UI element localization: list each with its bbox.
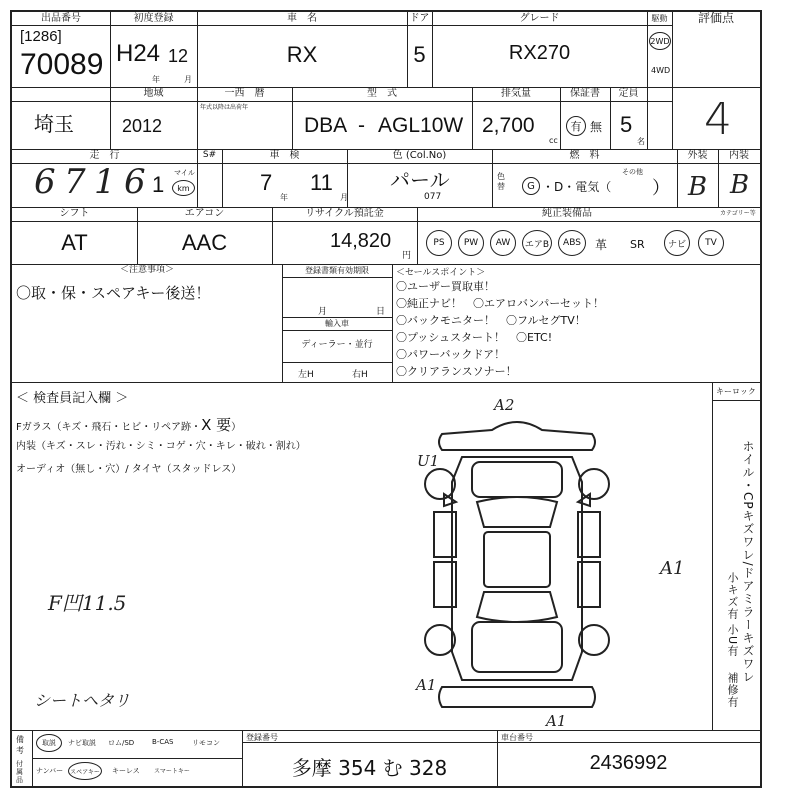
reg-day-unit: 日 [376,307,386,317]
equip-leather: 革 [595,238,608,252]
capacity-unit: 名 [637,137,645,146]
insp-month-unit: 月 [340,193,348,202]
lot-code: [1286] [20,28,62,45]
model-prefix: DBA [304,114,348,137]
equip-navi: ナビ [664,230,690,256]
hand-note-seat: シートヘタリ [34,691,131,710]
reg-validity-label: 登録書類有効期限 [305,266,369,275]
recycle-amount: 14,820 [330,230,392,252]
fuel-close: ） [652,178,670,199]
car-name-label: 車 名 [287,13,317,24]
drive-4wd: 4WD [651,66,671,75]
footer-vertical-1: 備考 [16,735,24,755]
mark-top: A2 [494,396,515,414]
acc-spare-key: スペアキー [68,762,102,780]
mark-rear-left: A1 [416,676,437,694]
color-label: 色 (Col.No) [392,150,447,161]
exterior-label: 外装 [687,150,708,161]
hand-left: 左H [298,370,314,380]
sales-point: 〇ユーザー買取車！ [396,280,495,293]
keylock-col3: 小U有 [726,624,739,658]
shift-label: シフト [59,208,90,219]
plate-label: 登録番号 [246,733,278,742]
region-label: 地域 [143,88,164,99]
hand-note-dent: F凹11.5 [48,591,127,615]
sales-points [396,278,604,380]
divider [12,25,672,26]
import-label: 輸入車 [325,319,349,328]
sales-point: 〇プッシュスタート！ 〇ETC! [396,331,553,344]
mileage-digit: 6 [34,162,56,202]
audio-line: オーディオ（無し・穴）/ タイヤ（スタッドレス） [16,464,242,475]
mileage-digit: 7 [64,162,86,202]
aircon-label: エアコン [184,208,225,219]
equip-tv: TV [698,230,724,256]
lot-number: 70089 [20,48,104,81]
fuel-other: その他 [622,168,643,176]
equip-abs: ABS [558,230,586,256]
sales-label: ＜セールスポイント＞ [396,268,486,278]
glass-mark: X 要 [201,416,232,434]
keylock-col2: 小キズ有 [726,572,739,620]
plate-number: 多摩 354 む 328 [291,756,448,780]
keylock-label: キーロック [716,387,756,396]
hand-right: 右H [352,370,368,380]
category-label: カテゴリー等 [720,210,756,217]
model-year: 2012 [122,116,163,136]
warranty-yes: 有 [566,116,586,136]
acc-manual: 取説 [36,734,62,752]
insp-year: 7 [260,170,273,195]
year-sub-label: 年式以降は出荷年 [200,104,249,111]
car-diagram [422,402,612,727]
year-label: 一西 暦 [224,88,265,99]
divider [12,221,760,222]
footer-vertical-2: 付属品 [16,760,23,784]
fuel-label: 燃 料 [569,150,600,161]
sales-point: 〇クリアランスソナー！ [396,365,517,378]
car-name: RX [286,42,318,67]
year-unit: 年 [152,75,160,84]
interior-grade: B [730,170,750,200]
sales-point: 〇バックモニター！ 〇フルセグTV！ [396,314,586,327]
mark-bottom: A1 [546,712,567,730]
lot-label: 出品番号 [41,13,81,24]
equip-ps: PS [426,230,452,256]
chassis-label: 車台番号 [501,733,533,742]
equip-pw: PW [458,230,484,256]
aircon: AAC [181,230,228,255]
first-reg-label: 初度登録 [133,13,174,24]
capacity: 5 [620,112,633,137]
glass-text: Fガラス（キズ・飛石・ヒビ・リペア跡・ [16,422,202,433]
fuel-gasoline: G [522,177,540,195]
equip-aw: AW [490,230,516,256]
mileage-digit: 1 [94,162,116,202]
equip-airbag: エアB [522,230,552,256]
reg-month-unit: 月 [318,307,328,317]
keylock-col1: ホイル・CPキズワレ/ドアミラーキズワレ [741,440,755,684]
mileage-km: km [172,180,195,196]
keylock-col4: 補修有 [726,672,739,708]
displacement-label: 排気量 [501,88,531,99]
glass-line [16,414,241,435]
interior-line: 内装（キズ・スレ・汚れ・シミ・コゲ・穴・キレ・破れ・割れ） [16,441,306,452]
inspection-label: 車 検 [269,150,300,161]
divider [12,382,760,383]
recycle-label: リサイクル預託金 [305,208,384,219]
sales-point: 〇パワーバックドア！ [396,348,506,361]
divider [12,730,760,731]
auction-sheet [10,10,762,788]
acc-bcas: B-CAS [152,738,174,746]
interior-label: 内装 [729,150,749,161]
door-count: 5 [413,42,426,67]
mark-right: A1 [660,558,685,579]
mark-front-left: U1 [417,452,440,470]
capacity-label: 定員 [618,88,639,99]
displacement: 2,700 [482,114,535,137]
equip-sr: SR [630,238,645,251]
warranty-label: 保証書 [570,88,600,99]
region: 埼玉 [34,112,74,136]
mileage-label: 走 行 [89,150,120,161]
score-label: 評価点 [697,11,734,25]
drive-label: 駆動 [651,14,668,23]
chassis-number: 2436992 [589,752,668,774]
glass-close: ） [231,422,242,433]
grade: RX270 [508,42,571,64]
sflag-label: S# [202,150,217,160]
grade-label: グレード [519,13,560,24]
color-code: 077 [424,192,442,202]
insp-year-unit: 年 [280,193,288,202]
drive-2wd: 2WD [649,32,671,50]
divider [12,101,672,102]
sales-point: 〇純正ナビ！ 〇エアロバンパーセット！ [396,297,605,310]
color-change-label: 色替 [497,172,505,191]
month-unit: 月 [184,75,192,84]
acc-smart-key: スマートキー [154,768,190,775]
dealer-label: ディーラー・並行 [301,340,373,350]
acc-rom-sd: ロム/SD [108,739,135,747]
insp-month: 11 [310,170,333,195]
recycle-unit: 円 [402,251,412,261]
warranty-no: 無 [590,120,603,134]
score-value: 4 [704,94,732,145]
model-label: 型 式 [367,88,397,99]
disp-unit: cc [549,136,558,145]
mileage-digit: 1 [152,172,165,197]
acc-remote: リモコン [192,739,220,747]
mileage-mile: マイル [174,169,195,177]
acc-navi-manual: ナビ取説 [68,739,96,747]
exterior-grade: B [688,172,708,202]
door-label: ドア [409,13,430,24]
model-dash: - [358,114,365,137]
fuel-text: ・D・電気（ [542,180,612,194]
notes-label: ＜注意事項＞ [119,265,174,275]
first-reg-month: 12 [168,46,189,66]
color-name: パール [390,168,450,192]
inspector-label: ＜ 検査員記入欄 ＞ [16,391,129,406]
shift: AT [61,230,88,255]
notes-text: 〇取・保・スペアキー後送！ [16,284,211,302]
first-reg-era: H24 [116,40,161,67]
equipment-label: 純正装備品 [542,208,592,219]
acc-keyless: キーレス [112,767,140,775]
mileage-digit: 6 [124,162,146,202]
acc-plate: ナンバー [36,767,64,775]
model-code: AGL10W [378,114,464,137]
